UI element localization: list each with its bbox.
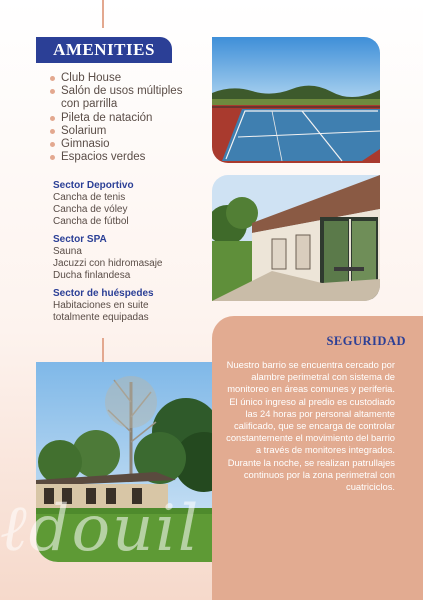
terrace-illustration [212, 175, 380, 301]
seguridad-panel [212, 316, 423, 600]
sector-title: Sector Deportivo [53, 180, 134, 191]
seguridad-text: Nuestro barrio se encuentra cercado por alambre perimetral con sistema de monitoreo en áreas comunes y periferia. El único ingreso al predio es custodiado las 24 horas por personal altamente calificado, que se encarga de controlar constantemente el movimiento del barrio a través de monitores integrados. Durante la noche, se realizan patrullajes continuos por la zona perimetral con cuatriciclos. [226, 359, 395, 493]
sector-line: Sauna [53, 246, 82, 257]
amenity-item: Gimnasio [50, 138, 201, 151]
sector-huespedes [53, 288, 203, 324]
sectors-list [53, 180, 203, 330]
sector-title: Sector SPA [53, 234, 107, 245]
amenities-title: AMENITIES [36, 37, 172, 63]
top-divider-line [102, 0, 104, 28]
sector-line: Jacuzzi con hidromasaje [53, 258, 163, 269]
sector-line: Ducha finlandesa [53, 270, 131, 281]
seguridad-title: SEGURIDAD [326, 334, 406, 348]
sector-line: Cancha de tenis [53, 192, 126, 203]
amenity-item: Espacios verdes [50, 151, 201, 164]
sector-deportivo [53, 180, 203, 228]
guest-building-illustration [36, 362, 212, 562]
clubhouse-terrace-photo [212, 175, 380, 301]
amenity-item: Solarium [50, 125, 201, 138]
sector-line: Cancha de vóley [53, 204, 128, 215]
amenity-item: Salón de usos múltiples con parrilla [50, 85, 201, 111]
sector-title: Sector de huéspedes [53, 288, 154, 299]
sector-line: totalmente equipadas [53, 312, 149, 323]
guest-building-photo [36, 362, 212, 562]
amenity-item: Club House [50, 72, 201, 85]
amenity-item: Pileta de natación [50, 112, 201, 125]
tennis-court-photo [212, 37, 380, 163]
sector-line: Cancha de fútbol [53, 216, 129, 227]
sector-line: Habitaciones en suite [53, 300, 149, 311]
decorative-script-watermark: ℓdouil [0, 492, 201, 566]
sector-spa [53, 234, 203, 282]
amenities-list [50, 72, 201, 164]
tennis-court-illustration [212, 37, 380, 163]
